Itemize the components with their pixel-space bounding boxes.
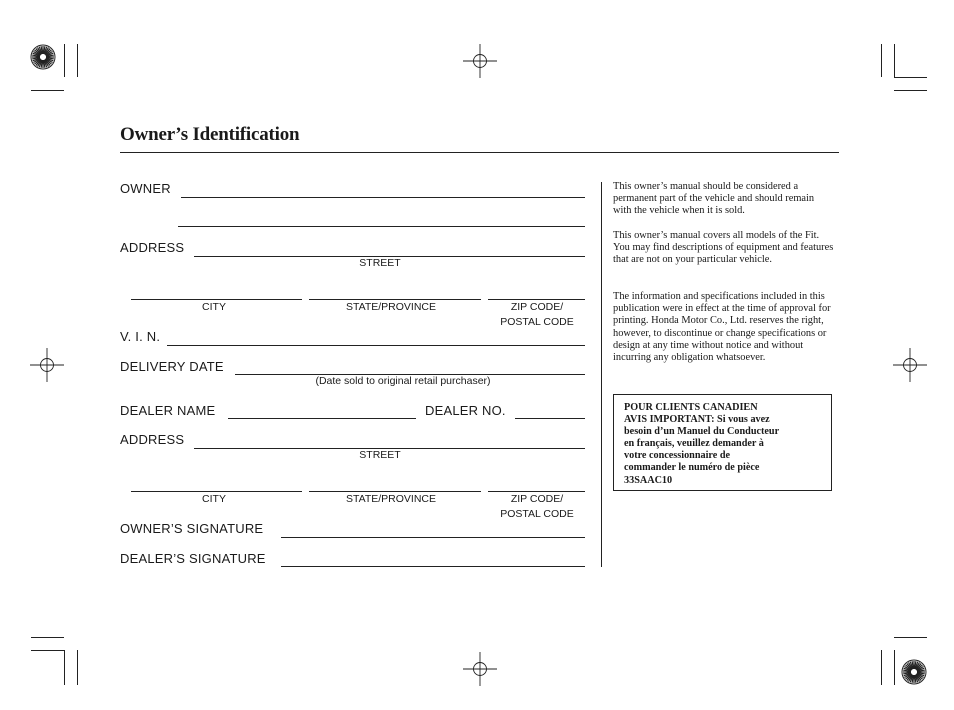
manual-note-paragraph-2: This owner’s manual covers all models of the Fit. You may find descriptions of equipment and features that are not on your particular vehicle. <box>613 230 834 266</box>
vin-label: V. I. N. <box>120 329 161 344</box>
part-number: 33SAAC10 <box>624 474 673 486</box>
delivery-date-caption: (Date sold to original retail purchaser) <box>315 375 491 387</box>
dealer-name-label: DEALER NAME <box>120 403 216 418</box>
city-caption: CITY <box>202 301 226 313</box>
crop-mark <box>31 650 64 651</box>
crop-mark <box>77 650 78 685</box>
postal-code-caption: POSTAL CODE <box>500 316 574 328</box>
manual-note-paragraph-3: The information and specifications included in this publication were in effect at the time of approval for printing. Honda Motor Co., Ltd. reserves the right, however, to discontinue or change specifications or design at any time without notice and without incurring any obligation whatsoever. <box>613 291 831 364</box>
dealer-postal-code-caption: POSTAL CODE <box>500 508 574 520</box>
title-rule <box>120 152 839 153</box>
crop-mark <box>894 90 927 91</box>
vin-field[interactable] <box>167 345 585 346</box>
page-title: Owner’s Identification <box>120 124 300 145</box>
city-field[interactable] <box>131 299 302 300</box>
crop-mark <box>894 44 895 77</box>
state-caption: STATE/PROVINCE <box>345 301 437 313</box>
canadian-notice-line: commander le numéro de pièce <box>624 462 760 474</box>
crop-mark <box>894 637 927 638</box>
crop-mark <box>881 44 882 77</box>
sunburst-target-icon <box>30 44 56 70</box>
dealer-zip-field[interactable] <box>488 491 585 492</box>
crop-mark <box>881 650 882 685</box>
dealer-city-field[interactable] <box>131 491 302 492</box>
dealer-zip-caption: ZIP CODE/ <box>510 493 564 505</box>
owner-signature-label: OWNER’S SIGNATURE <box>120 521 264 536</box>
canadian-notice-line: AVIS IMPORTANT: Si vous avez <box>624 414 770 426</box>
dealer-state-caption: STATE/PROVINCE <box>345 493 437 505</box>
dealer-no-label: DEALER NO. <box>425 403 506 418</box>
owner-signature-field[interactable] <box>281 537 585 538</box>
street-caption: STREET <box>359 257 401 269</box>
crosshair-circle-icon <box>29 347 65 383</box>
dealer-address-label: ADDRESS <box>120 432 185 447</box>
crop-mark <box>31 90 64 91</box>
crop-mark <box>64 44 65 77</box>
delivery-date-label: DELIVERY DATE <box>120 359 224 374</box>
manual-note-paragraph-1: This owner’s manual should be considered a permanent part of the vehicle and should remain with the vehicle when it is sold. <box>613 181 815 217</box>
crop-mark <box>77 44 78 77</box>
crop-mark <box>894 650 895 685</box>
canadian-notice-line: POUR CLIENTS CANADIEN <box>624 402 758 413</box>
dealer-street-caption: STREET <box>359 449 401 461</box>
dealer-no-field[interactable] <box>515 418 585 419</box>
canadian-notice <box>624 402 829 487</box>
crosshair-circle-icon <box>462 651 498 687</box>
canadian-notice-line: en français, veuillez demander à <box>624 438 764 450</box>
crosshair-circle-icon <box>462 43 498 79</box>
dealer-name-field[interactable] <box>228 418 416 419</box>
state-field[interactable] <box>309 299 481 300</box>
crop-mark <box>64 650 65 685</box>
crop-mark <box>894 77 927 78</box>
zip-field[interactable] <box>488 299 585 300</box>
dealer-city-caption: CITY <box>202 493 226 505</box>
owner-name-field[interactable] <box>181 197 585 198</box>
column-divider <box>601 182 602 567</box>
dealer-state-field[interactable] <box>309 491 481 492</box>
zip-caption: ZIP CODE/ <box>510 301 564 313</box>
canadian-notice-line: votre concessionnaire de <box>624 450 731 462</box>
crosshair-circle-icon <box>892 347 928 383</box>
dealer-signature-label: DEALER’S SIGNATURE <box>120 551 266 566</box>
canadian-notice-line: besoin d’un Manuel du Conducteur <box>624 426 780 438</box>
dealer-signature-field[interactable] <box>281 566 585 567</box>
address-label: ADDRESS <box>120 240 185 255</box>
owner-name-field-line2[interactable] <box>178 226 585 227</box>
owner-label: OWNER <box>120 181 171 196</box>
crop-mark <box>31 637 64 638</box>
sunburst-target-icon <box>901 659 927 685</box>
